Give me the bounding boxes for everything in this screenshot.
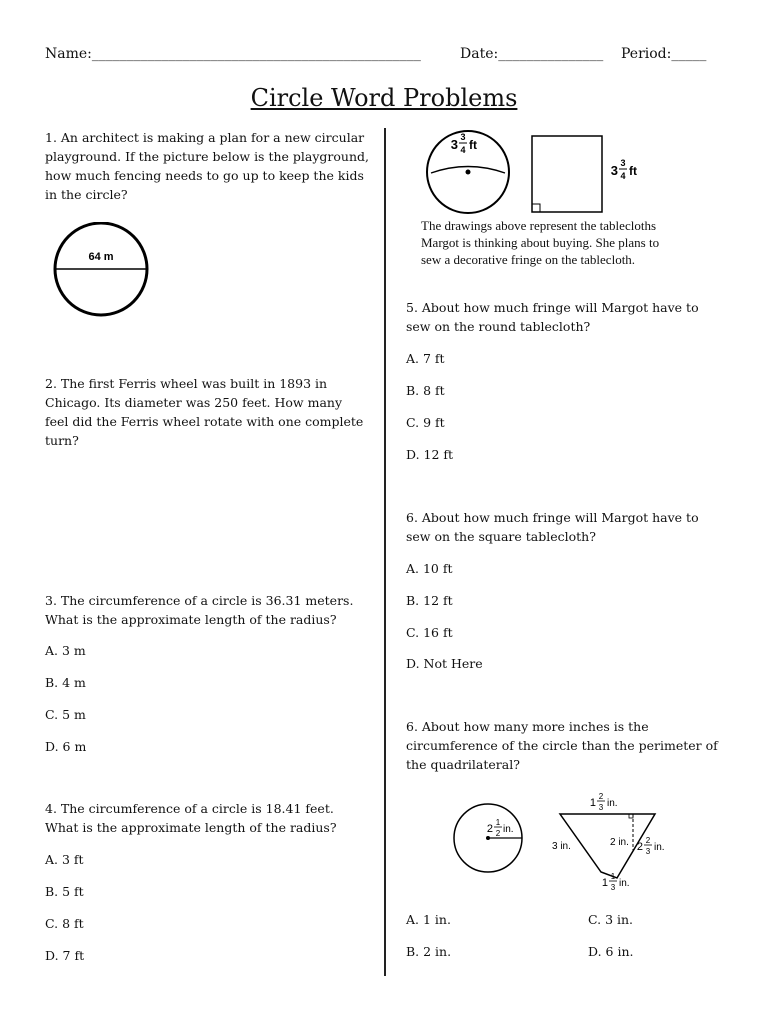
top-side-num: 2 — [598, 792, 604, 801]
question-3-text: 3. The circumference of a circle is 36.31 meters. What is the approximate length of the radius? — [45, 593, 354, 627]
name-line: _______________________________________________ — [91, 46, 421, 62]
left-side-label: 3 in. — [552, 841, 571, 852]
q6b-choice-d: D. 6 in. — [588, 944, 634, 959]
period-label: Period: — [621, 46, 672, 62]
square-dim-whole: 3 — [610, 163, 618, 178]
right-side-num: 2 — [645, 836, 651, 845]
q6b-choice-a: A. 1 in. — [406, 912, 451, 927]
right-side-whole: 2 — [636, 841, 643, 853]
column-divider — [384, 128, 386, 976]
question-6b-text: 6. About how many more inches is the circumference of the circle than the perimeter of the quadrilateral? — [406, 719, 718, 772]
circle-dim-whole: 3 — [450, 137, 458, 152]
radius-unit: in. — [503, 824, 514, 835]
bottom-side-den: 3 — [610, 883, 616, 892]
date-line: _______________ — [498, 46, 604, 62]
period-line: _____ — [671, 46, 707, 62]
q5-choice-b: B. 8 ft — [406, 383, 445, 398]
q6a-choice-d: D. Not Here — [406, 656, 483, 671]
bottom-side-whole: 1 — [601, 877, 608, 889]
bottom-side-num: 1 — [610, 872, 616, 881]
circle-dim-unit: ft — [469, 138, 477, 152]
q6b-choice-c: C. 3 in. — [588, 912, 634, 927]
q4-choice-b: B. 5 ft — [45, 884, 84, 899]
date-field — [460, 46, 603, 62]
q6a-choice-b: B. 12 ft — [406, 593, 453, 608]
question-6a-text: 6. About how much fringe will Margot have to sew on the square tablecloth? — [406, 510, 699, 544]
question-1-text: 1. An architect is making a plan for a new circular playground. If the picture below is the playground, how much fencing needs to go up to keep the kids in the circle? — [45, 130, 369, 202]
q6b-choice-b: B. 2 in. — [406, 944, 452, 959]
q6a-choice-a: A. 10 ft — [406, 561, 453, 576]
square-dim-unit: ft — [629, 164, 637, 178]
page-title: Circle Word Problems — [250, 84, 518, 112]
q6a-choice-c: C. 16 ft — [406, 625, 453, 640]
circle-quadrilateral-diagram — [448, 790, 688, 896]
circle-dim-den: 4 — [460, 145, 466, 155]
question-2-text: 2. The first Ferris wheel was built in 1893 in Chicago. Its diameter was 250 feet. How many feel did the Ferris wheel rotate with one complete turn? — [45, 376, 364, 448]
tablecloth-diagrams — [425, 128, 665, 218]
question-5-text: 5. About how much fringe will Margot have to sew on the round tablecloth? — [406, 300, 699, 334]
name-label: Name: — [45, 46, 92, 62]
diameter-label: 64 m — [88, 251, 114, 263]
q4-choice-d: D. 7 ft — [45, 948, 85, 963]
right-side-den: 3 — [645, 847, 651, 856]
square-dim-den: 4 — [620, 171, 626, 181]
q3-choice-b: B. 4 m — [45, 675, 86, 690]
radius-den: 2 — [495, 829, 501, 838]
top-side-den: 3 — [598, 803, 604, 812]
height-label: 2 in. — [610, 837, 629, 848]
top-side-whole: 1 — [589, 797, 596, 809]
q3-choice-a: A. 3 m — [45, 643, 86, 658]
name-field — [45, 46, 421, 62]
radius-whole: 2 — [486, 823, 493, 835]
bottom-side-unit: in. — [619, 878, 630, 889]
top-side-unit: in. — [607, 798, 618, 809]
q3-choice-c: C. 5 m — [45, 707, 86, 722]
square-dim-num: 3 — [620, 158, 626, 168]
tablecloth-caption: The drawings above represent the tablecloths Margot is thinking about buying. She plans to sew a decorative fringe on the tablecloth. — [421, 218, 660, 267]
playground-circle-diagram — [50, 222, 154, 318]
q4-choice-c: C. 8 ft — [45, 916, 84, 931]
date-label: Date: — [460, 46, 499, 62]
right-side-unit: in. — [654, 842, 665, 853]
period-field — [621, 46, 706, 62]
circle-dim-num: 3 — [460, 132, 466, 142]
question-4-text: 4. The circumference of a circle is 18.41 feet. What is the approximate length of the radius? — [45, 801, 337, 835]
radius-num: 1 — [495, 818, 501, 827]
q4-choice-a: A. 3 ft — [45, 852, 84, 867]
q5-choice-d: D. 12 ft — [406, 447, 454, 462]
q5-choice-a: A. 7 ft — [406, 351, 445, 366]
q3-choice-d: D. 6 m — [45, 739, 87, 754]
q5-choice-c: C. 9 ft — [406, 415, 445, 430]
